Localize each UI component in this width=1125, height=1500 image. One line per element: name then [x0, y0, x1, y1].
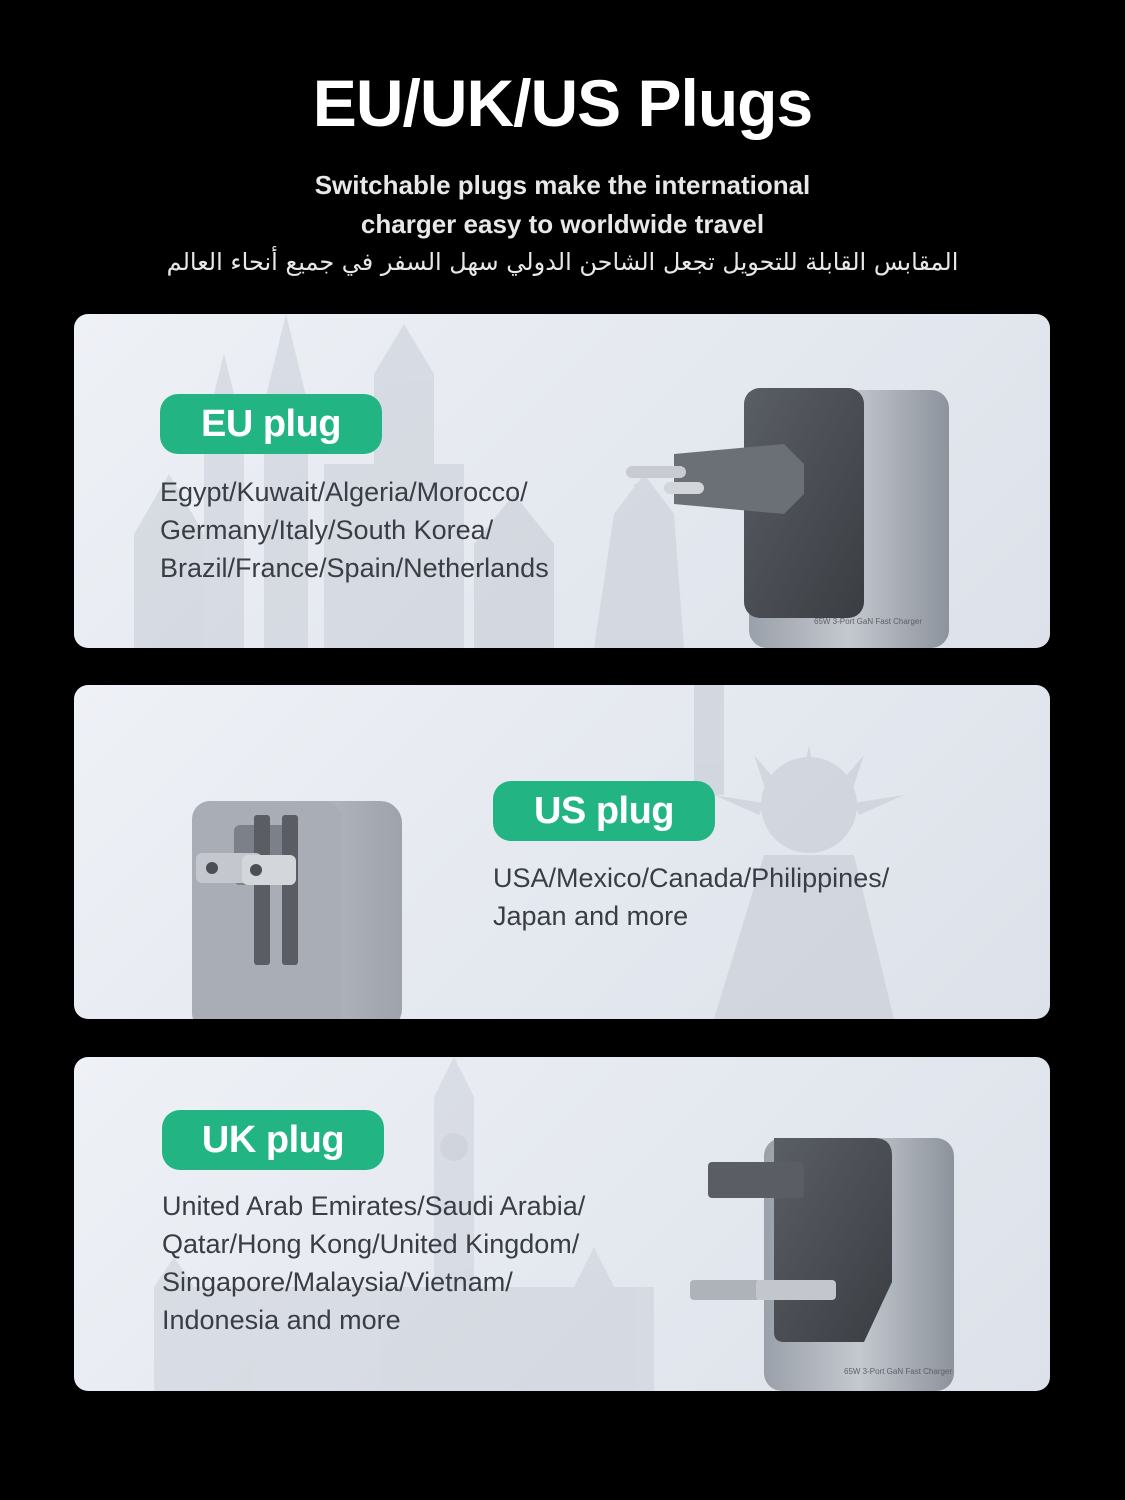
us-country-list — [493, 859, 889, 935]
eu-charger-label: 65W 3-Port GaN Fast Charger — [814, 617, 923, 626]
us-plug-card — [74, 685, 1050, 1019]
us-country-line: USA/Mexico/Canada/Philippines/ — [493, 863, 890, 893]
uk-plug-label: UK plug — [162, 1110, 384, 1170]
eu-country-list — [160, 473, 549, 587]
uk-charger-label: 65W 3-Port GaN Fast Charger — [844, 1367, 953, 1376]
eu-country-line: Germany/Italy/South Korea/ — [160, 515, 494, 545]
eu-charger-image — [614, 374, 964, 648]
subtitle-line-2: charger easy to worldwide travel — [360, 209, 765, 239]
eu-country-line: Brazil/France/Spain/Netherlands — [160, 553, 549, 583]
subtitle-line-1: Switchable plugs make the international — [314, 170, 811, 200]
uk-country-line: Singapore/Malaysia/Vietnam/ — [162, 1267, 513, 1297]
uk-charger-image — [684, 1132, 964, 1391]
eu-country-line: Egypt/Kuwait/Algeria/Morocco/ — [160, 477, 528, 507]
subtitle-arabic: المقابس القابلة للتحويل تجعل الشاحن الدولي سهل السفر في جميع أنحاء العالم — [166, 248, 959, 276]
us-charger-image — [184, 785, 414, 1019]
page-title: EU/UK/US Plugs — [312, 66, 813, 140]
uk-country-line: Indonesia and more — [162, 1305, 401, 1335]
us-plug-label: US plug — [493, 781, 715, 841]
uk-country-line: Qatar/Hong Kong/United Kingdom/ — [162, 1229, 580, 1259]
eu-plug-label: EU plug — [160, 394, 382, 454]
uk-country-line: United Arab Emirates/Saudi Arabia/ — [162, 1191, 586, 1221]
eu-plug-card — [74, 314, 1050, 648]
us-country-line: Japan and more — [493, 901, 689, 931]
uk-plug-card — [74, 1057, 1050, 1391]
uk-country-list — [162, 1187, 585, 1339]
